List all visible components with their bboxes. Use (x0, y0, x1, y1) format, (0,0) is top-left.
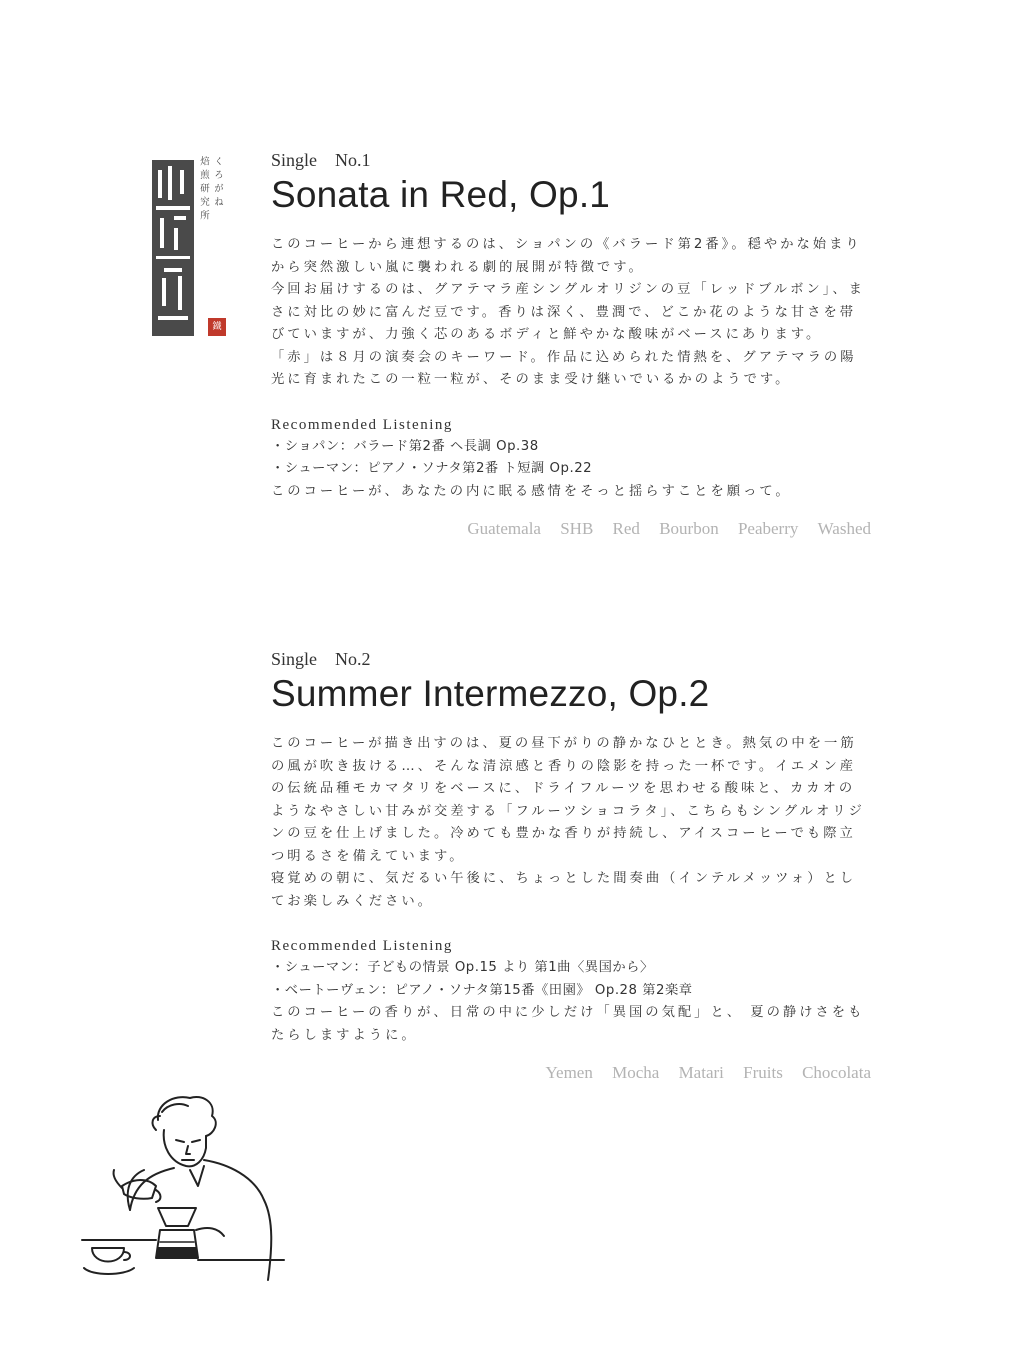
listening-item: ・ベートーヴェン：ピアノ・ソナタ第15番《田園》 Op.28 第2楽章 (271, 982, 693, 998)
listening-item: ・シューマン：子どもの情景 Op.15 より 第1曲〈異国から〉 (271, 960, 654, 975)
tag: Washed (817, 519, 871, 538)
tag: Yemen (545, 1063, 593, 1082)
section-kicker (271, 148, 871, 172)
logo-text-roastery: 焙煎研究所 (198, 156, 209, 224)
listening-note: このコーヒーが、あなたの内に眠る感情をそっと揺らすことを願って。 (271, 483, 792, 499)
tag: Bourbon (659, 519, 719, 538)
coffee-section-2 (271, 647, 871, 1083)
tag: Fruits (743, 1063, 783, 1082)
bean-tags (271, 1063, 871, 1083)
coffee-title: Sonata in Red, Op.1 (271, 174, 611, 215)
coffee-section-1 (271, 148, 871, 539)
composer-pour-over-illustration (78, 1090, 288, 1290)
description (271, 234, 871, 392)
listening-item: ・ショパン：バラード第2番 ヘ長調 Op.38 (271, 438, 539, 454)
recommended-listening-heading: Recommended Listening (271, 416, 453, 433)
kicker-number: No.1 (335, 150, 371, 170)
coffee-title: Summer Intermezzo, Op.2 (271, 673, 710, 714)
listening-item: ・シューマン：ピアノ・ソナタ第2番 ト短調 Op.22 (271, 461, 593, 476)
listening-note: このコーヒーの香りが、日常の中に少しだけ「異国の気配」と、 夏の静けさをもたらしますように。 (271, 1005, 865, 1043)
recommended-listening (271, 414, 871, 504)
kicker-number: No.2 (335, 649, 371, 669)
description-paragraph: 今回お届けするのは、グアテマラ産シングルオリジンの豆「レッドブルボン」、まさに対比の妙に富んだ豆です。香りは深く、豊潤で、どこか花のような甘さを帯びていますが、力強く芯のあるボディと鮮やかな酸味がベースにあります。 (271, 282, 865, 342)
roaster-logo (150, 156, 230, 346)
description-paragraph: このコーヒーから連想するのは、ショパンの《バラード第2番》。穏やかな始まりから突然激しい嵐に襲われる劇的展開が特徴です。 (271, 237, 862, 275)
kicker-single: Single (271, 649, 318, 669)
tag: Matari (678, 1063, 724, 1082)
kicker-single: Single (271, 150, 318, 170)
logo-mark-icon (150, 156, 196, 338)
description-paragraph: このコーヒーが描き出すのは、夏の昼下がりの静かなひととき。熱気の中を一筋の風が吹き抜ける…、そんな清涼感と香りの陰影を持った一杯です。イエメン産の伝統品種モカマタリをベースに、ドライフルーツを思わせる酸味と、カカオのようなやさしい甘みが交差する「フルーツショコラタ」、こちらもシングルオリジンの豆を仕上げました。冷めても豊かな香りが持続し、アイスコーヒーでも際立つ明るさを備えています。 (271, 736, 865, 864)
logo-seal: 鐵 (208, 318, 226, 336)
tag: SHB (560, 519, 594, 538)
recommended-listening (271, 935, 871, 1047)
description-paragraph: 「赤」は８月の演奏会のキーワード。作品に込められた情熱を、グアテマラの陽光に育まれたこの一粒一粒が、そのまま受け継いでいるかのようです。 (271, 349, 857, 387)
tag: Mocha (612, 1063, 660, 1082)
logo-text-kurogane: くろがね (212, 156, 223, 210)
tag: Peaberry (737, 519, 799, 538)
description (271, 733, 871, 913)
bean-tags (271, 519, 871, 539)
tag: Red (612, 519, 640, 538)
tag: Guatemala (467, 519, 541, 538)
coffee-illustration-icon (78, 1090, 288, 1290)
tag: Chocolata (802, 1063, 871, 1082)
description-paragraph: 寝覚めの朝に、気だるい午後に、ちょっとした間奏曲（インテルメッツォ）としてお楽しみください。 (271, 871, 857, 909)
section-kicker (271, 647, 871, 671)
recommended-listening-heading: Recommended Listening (271, 938, 453, 954)
